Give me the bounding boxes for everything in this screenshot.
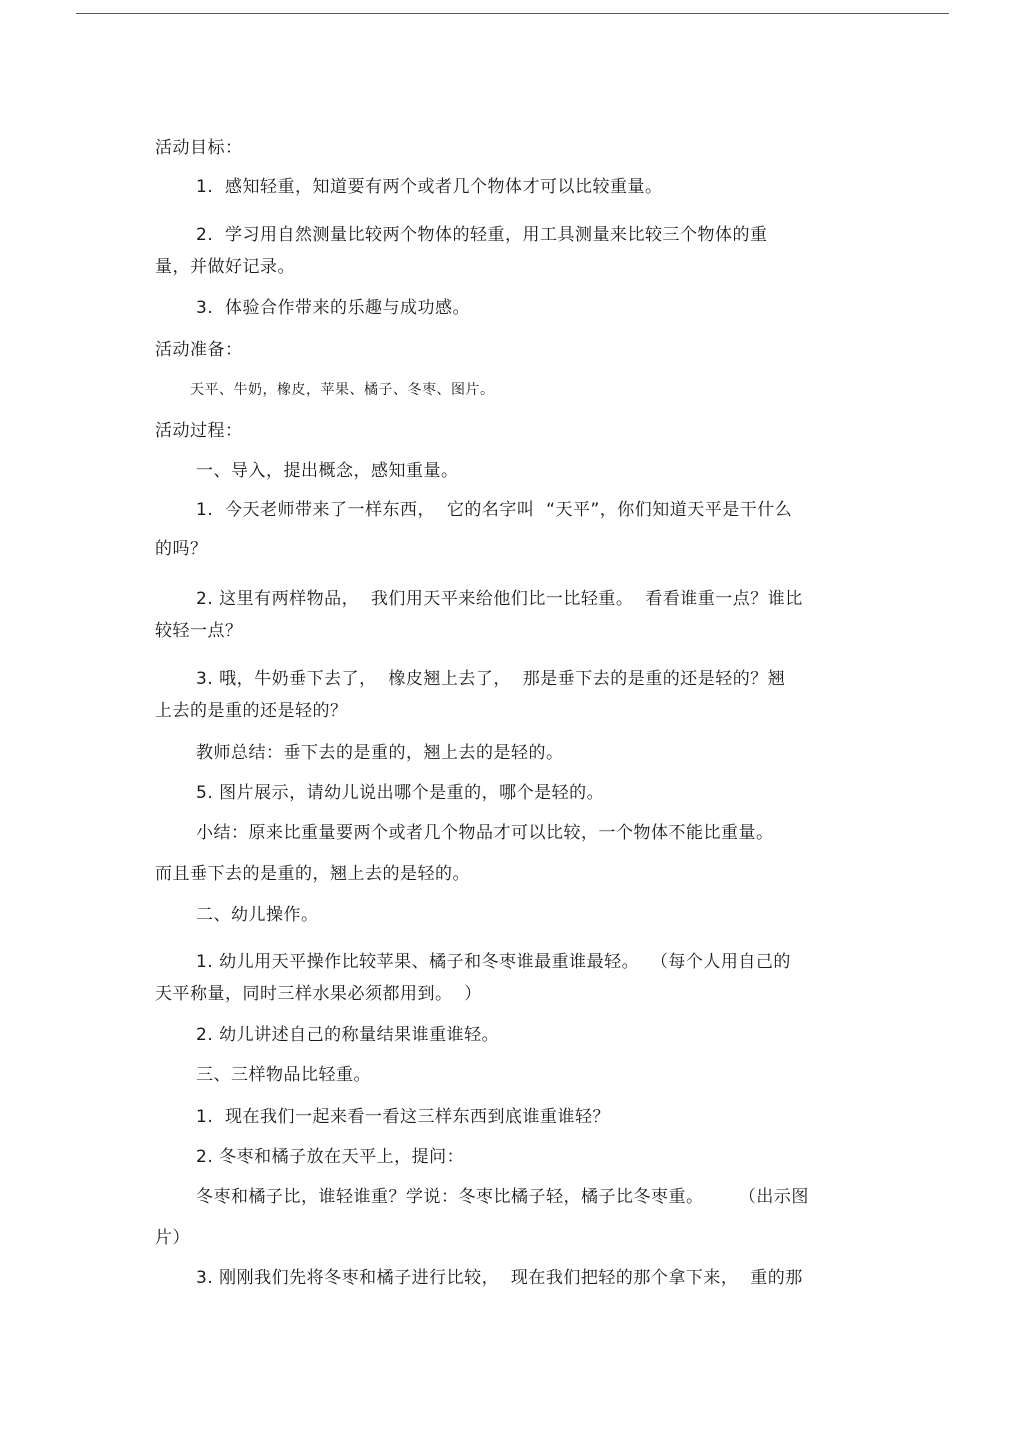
part-3-heading: 三、三样物品比轻重。 (196, 1065, 371, 1085)
p3-question-line-1: 冬枣和橘子比，谁轻谁重？学说：冬枣比橘子轻，橘子比冬枣重。 （出示图 (196, 1187, 809, 1207)
goal-3: 3. 体验合作带来的乐趣与成功感。 (196, 298, 471, 318)
prep-heading: 活动准备： (155, 340, 243, 360)
prep-items: 天平、牛奶，橡皮，苹果、橘子、冬枣、图片。 (190, 382, 495, 398)
goals-heading: 活动目标： (155, 138, 243, 158)
goal-2-line-1: 2. 学习用自然测量比较两个物体的轻重，用工具测量来比较三个物体的重 (196, 225, 768, 245)
p1-item-1-line-1: 1. 今天老师带来了一样东西， 它的名字叫 “天平”，你们知道天平是干什么 (196, 500, 793, 520)
p1-item-3-line-2: 上去的是重的还是轻的？ (155, 701, 348, 721)
goal-1: 1. 感知轻重，知道要有两个或者几个物体才可以比较重量。 (196, 177, 663, 197)
p2-item-1-line-1: 1. 幼儿用天平操作比较苹果、橘子和冬枣谁最重谁最轻。 （每个人用自己的 (196, 952, 791, 972)
summary-line-1: 小结：原来比重量要两个或者几个物品才可以比较，一个物体不能比重量。 (196, 823, 774, 843)
p1-item-2-line-2: 较轻一点？ (155, 621, 243, 641)
summary-line-2: 而且垂下去的是重的，翘上去的是轻的。 (155, 864, 470, 884)
process-heading: 活动过程： (155, 421, 243, 441)
p3-item-3: 3. 刚刚我们先将冬枣和橘子进行比较， 现在我们把轻的那个拿下来， 重的那 (196, 1268, 803, 1288)
p2-item-1-line-2: 天平称量，同时三样水果必须都用到。 ） (155, 984, 482, 1004)
part-2-heading: 二、幼儿操作。 (196, 905, 319, 925)
part-1-heading: 一、导入，提出概念，感知重量。 (196, 461, 459, 481)
p1-item-2-line-1: 2. 这里有两样物品， 我们用天平来给他们比一比轻重。 看看谁重一点？谁比 (196, 589, 803, 609)
p3-item-1: 1. 现在我们一起来看一看这三样东西到底谁重谁轻？ (196, 1107, 611, 1127)
p1-item-3-line-1: 3. 哦，牛奶垂下去了， 橡皮翘上去了， 那是垂下去的是重的还是轻的？翘 (196, 669, 786, 689)
p1-item-5: 5. 图片展示，请幼儿说出哪个是重的，哪个是轻的。 (196, 783, 605, 803)
teacher-summary: 教师总结：垂下去的是重的，翘上去的是轻的。 (196, 743, 564, 763)
goal-2-line-2: 量，并做好记录。 (155, 257, 295, 277)
p1-item-1-line-2: 的吗？ (155, 539, 208, 559)
p2-item-2: 2. 幼儿讲述自己的称量结果谁重谁轻。 (196, 1025, 500, 1045)
p3-question-line-2: 片） (155, 1228, 190, 1248)
p3-item-2: 2. 冬枣和橘子放在天平上，提问： (196, 1147, 465, 1167)
